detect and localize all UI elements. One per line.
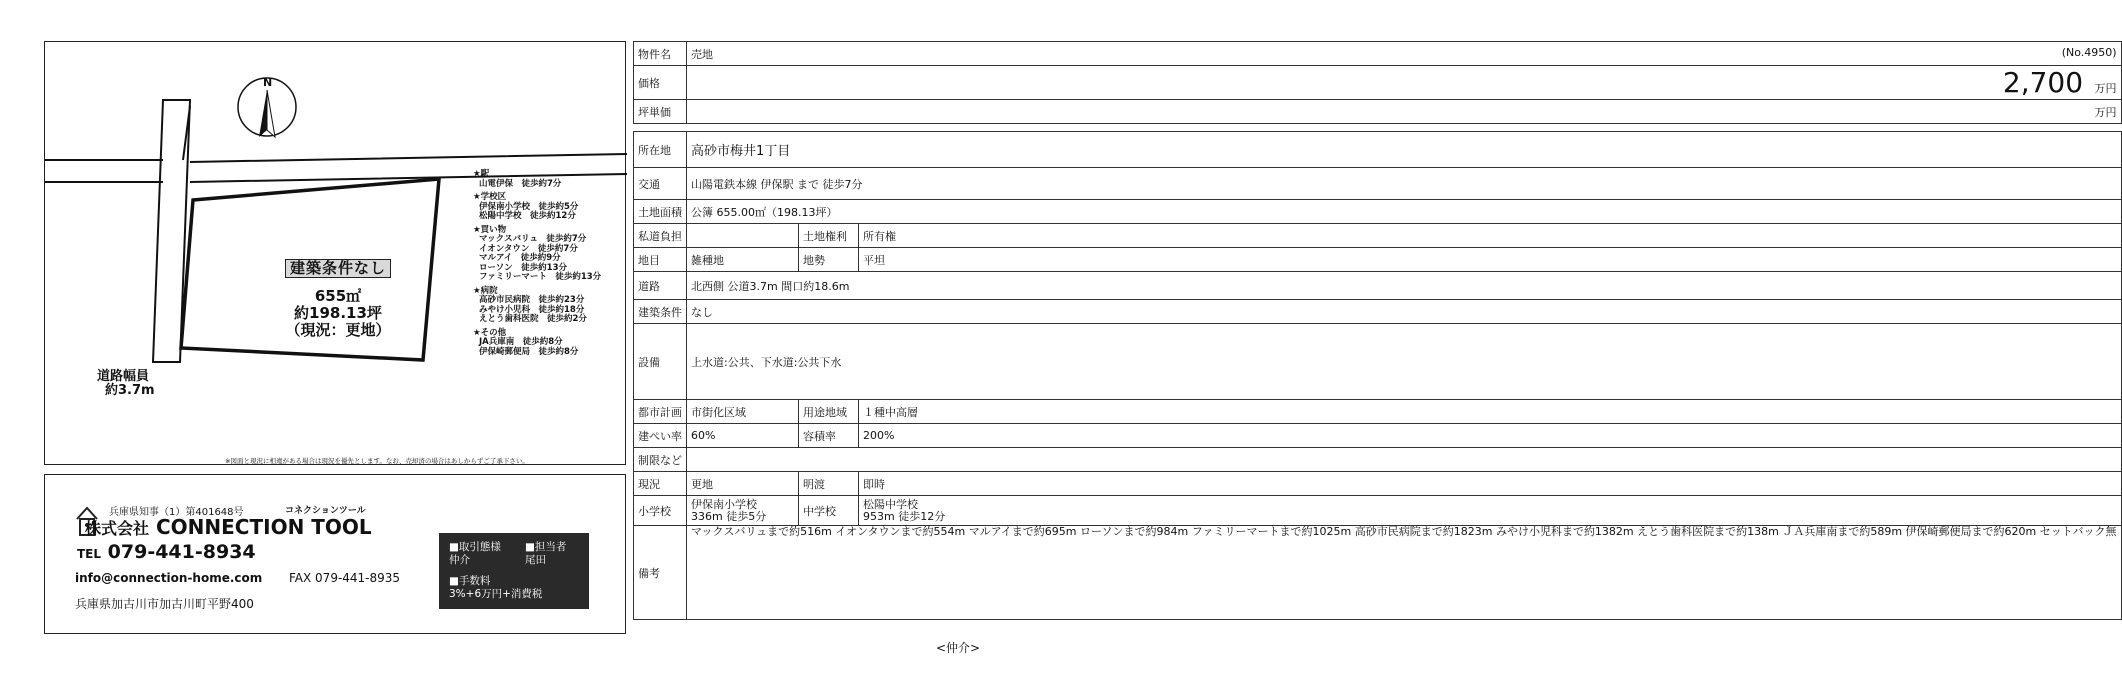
land-right-label: 土地権利: [799, 224, 859, 248]
company-name: [85, 515, 372, 539]
parcel-info: [263, 259, 413, 339]
row-price: [634, 66, 2122, 100]
row-road: [634, 272, 2122, 300]
company-panel: [44, 474, 626, 634]
nearby-facilities: [473, 170, 601, 361]
city-plan-label: 都市計画: [634, 400, 687, 424]
row-tsubo-price: [634, 100, 2122, 124]
facility-group-heading: ★買い物: [473, 224, 507, 235]
junior-distance: 953m 徒歩12分: [863, 509, 946, 523]
fee: [449, 575, 542, 601]
restrictions-label: 制限など: [634, 448, 687, 472]
city-plan-value: 市街化区域: [687, 400, 799, 424]
remarks-value: マックスバリュまで約516m イオンタウンまで約554m マルアイまで約695m ローソンまで約984m ファミリーマートまで約1025m 高砂市民病院まで約1823m みやけ小児科まで約1382m えとう歯科医院まで約138m ＪＡ兵庫南まで約589m 伊保崎郵便局まで約620m セットバック無: [687, 526, 2122, 620]
row-location: [634, 132, 2122, 168]
terrain-value: 平坦: [859, 248, 2122, 272]
parcel-area-tsubo: 約198.13坪: [294, 304, 382, 322]
tsubo-price-unit: 万円: [687, 100, 2122, 124]
elementary-name: 伊保南小学校: [691, 497, 757, 511]
private-road-value: [687, 224, 799, 248]
tsubo-price-label: 坪単価: [634, 100, 687, 124]
deal-type-value: 仲介: [449, 554, 470, 566]
terrain-label: 地勢: [799, 248, 859, 272]
facility-item: ローソン 徒歩約13分: [479, 262, 567, 273]
junior-name: 松陽中学校: [863, 497, 918, 511]
tel-number: 079-441-8934: [107, 541, 256, 563]
facility-group: [473, 329, 601, 358]
road-width-value: 約3.7m: [105, 383, 155, 398]
category-label: 地目: [634, 248, 687, 272]
row-restrictions: [634, 448, 2122, 472]
road-label: 道路: [634, 272, 687, 300]
row-city-plan: [634, 400, 2122, 424]
junior-cell: [859, 496, 2122, 526]
item-label: 物件名: [634, 42, 687, 66]
map-panel: [44, 41, 626, 465]
current-label: 現況: [634, 472, 687, 496]
facility-item: イオンタウン 徒歩約7分: [479, 243, 578, 254]
zoning-value: １種中高層: [859, 400, 2122, 424]
brokerage-tag: <仲介>: [936, 641, 981, 655]
far-label: 容積率: [799, 424, 859, 448]
deal-type-label: ■取引態様: [449, 541, 501, 553]
junior-label: 中学校: [799, 496, 859, 526]
price-value: 2,700: [2002, 66, 2084, 99]
row-building-cond: [634, 300, 2122, 324]
handover-label: 明渡: [799, 472, 859, 496]
facility-item: えとう歯科医院 徒歩約2分: [479, 314, 587, 324]
facility-group: [473, 170, 601, 189]
facilities-value: 上水道:公共、下水道:公共下水: [687, 324, 2122, 400]
row-remarks: [634, 526, 2122, 620]
property-info-table: [633, 41, 2122, 620]
company-name-kana: コネクションツール: [285, 506, 366, 516]
company-name-en: CONNECTION TOOL: [155, 515, 372, 539]
facility-item: マックスバリュ 徒歩約7分: [479, 234, 587, 244]
company-fax: FAX 079-441-8935: [289, 571, 401, 585]
row-category: [634, 248, 2122, 272]
facility-item: JA兵庫南 徒歩約8分: [479, 337, 563, 347]
zoning-label: 用途地域: [799, 400, 859, 424]
building-cond-value: なし: [687, 300, 2122, 324]
private-road-label: 私道負担: [634, 224, 687, 248]
row-coverage: [634, 424, 2122, 448]
elementary-distance: 336m 徒歩5分: [691, 509, 767, 523]
company-tel: [77, 541, 256, 563]
row-private-road: [634, 224, 2122, 248]
staff: [525, 541, 566, 567]
row-facilities: [634, 324, 2122, 400]
fee-value: 3%+6万円+消費税: [449, 588, 543, 600]
row-item: [634, 42, 2122, 66]
facilities-label: 設備: [634, 324, 687, 400]
land-right-value: 所有権: [859, 224, 2122, 248]
facility-item: ファミリーマート 徒歩約13分: [479, 272, 602, 282]
map-disclaimer: ※図面と現況に相違がある場合は現況を優先とします。なお、売却済の場合はあしからずご了承下さい。: [225, 457, 529, 465]
condition-badge: 建築条件なし: [285, 259, 391, 278]
transport-value: 山陽電鉄本線 伊保駅 まで 徒歩7分: [687, 168, 2122, 200]
facility-group-heading: ★駅: [473, 169, 490, 179]
item-number: (No.4950): [2061, 45, 2117, 59]
row-area: [634, 200, 2122, 224]
elementary-label: 小学校: [634, 496, 687, 526]
staff-label: ■担当者: [525, 541, 567, 553]
facility-item: マルアイ 徒歩約9分: [479, 253, 561, 263]
company-address: 兵庫県加古川市加古川町平野400: [75, 597, 254, 611]
facility-group-heading: ★病院: [473, 285, 498, 296]
item-cell: [687, 42, 2122, 66]
deal-info-box: [439, 533, 589, 609]
facility-item: 高砂市民病院 徒歩約23分: [479, 295, 585, 305]
category-value: 雑種地: [687, 248, 799, 272]
location-label: 所在地: [634, 132, 687, 168]
license-number: 兵庫県知事（1）第401648号: [109, 507, 244, 518]
facility-group-heading: ★その他: [473, 327, 507, 338]
company-email[interactable]: info@connection-home.com: [75, 571, 263, 585]
far-value: 200%: [859, 424, 2122, 448]
facility-group: [473, 287, 601, 325]
price-label: 価格: [634, 66, 687, 100]
facility-item: 伊保南小学校 徒歩約5分: [479, 201, 579, 212]
facility-item: 山電伊保 徒歩約7分: [479, 178, 562, 189]
facility-group: [473, 226, 601, 283]
facility-item: 松陽中学校 徒歩約12分: [479, 211, 576, 221]
tel-label: TEL: [77, 547, 102, 561]
area-value: 公簿 655.00㎡（198.13坪）: [687, 200, 2122, 224]
coverage-value: 60%: [687, 424, 799, 448]
facility-item: みやけ小児科 徒歩約18分: [479, 304, 585, 315]
parcel-area-m2: 655㎡: [314, 287, 362, 305]
elementary-cell: [687, 496, 799, 526]
parcel-status: （現況：更地）: [285, 321, 391, 339]
coverage-label: 建ぺい率: [634, 424, 687, 448]
restrictions-value: [687, 448, 2122, 472]
north-label: N: [263, 76, 273, 89]
item-value: 売地: [691, 47, 713, 61]
current-value: 更地: [687, 472, 799, 496]
handover-value: 即時: [859, 472, 2122, 496]
facility-group: [473, 193, 601, 222]
remarks-label: 備考: [634, 526, 687, 620]
area-label: 土地面積: [634, 200, 687, 224]
fee-label: ■手数料: [449, 575, 491, 587]
company-corp-prefix: 株式会社: [85, 519, 150, 538]
facility-item: 伊保崎郵便局 徒歩約8分: [479, 346, 579, 357]
road-width-title: 道路幅員: [97, 369, 150, 384]
price-cell: [687, 66, 2122, 100]
road-width-label: [97, 370, 155, 398]
road-value: 北西側 公道3.7m 間口約18.6m: [687, 272, 2122, 300]
staff-value: 尾田: [525, 554, 546, 566]
price-unit: 万円: [2094, 82, 2117, 95]
location-value: 高砂市梅井1丁目: [687, 132, 2122, 168]
row-transport: [634, 168, 2122, 200]
facility-group-heading: ★学校区: [473, 192, 507, 202]
building-cond-label: 建築条件: [634, 300, 687, 324]
transport-label: 交通: [634, 168, 687, 200]
row-schools: [634, 496, 2122, 526]
row-current: [634, 472, 2122, 496]
deal-type: [449, 541, 501, 567]
